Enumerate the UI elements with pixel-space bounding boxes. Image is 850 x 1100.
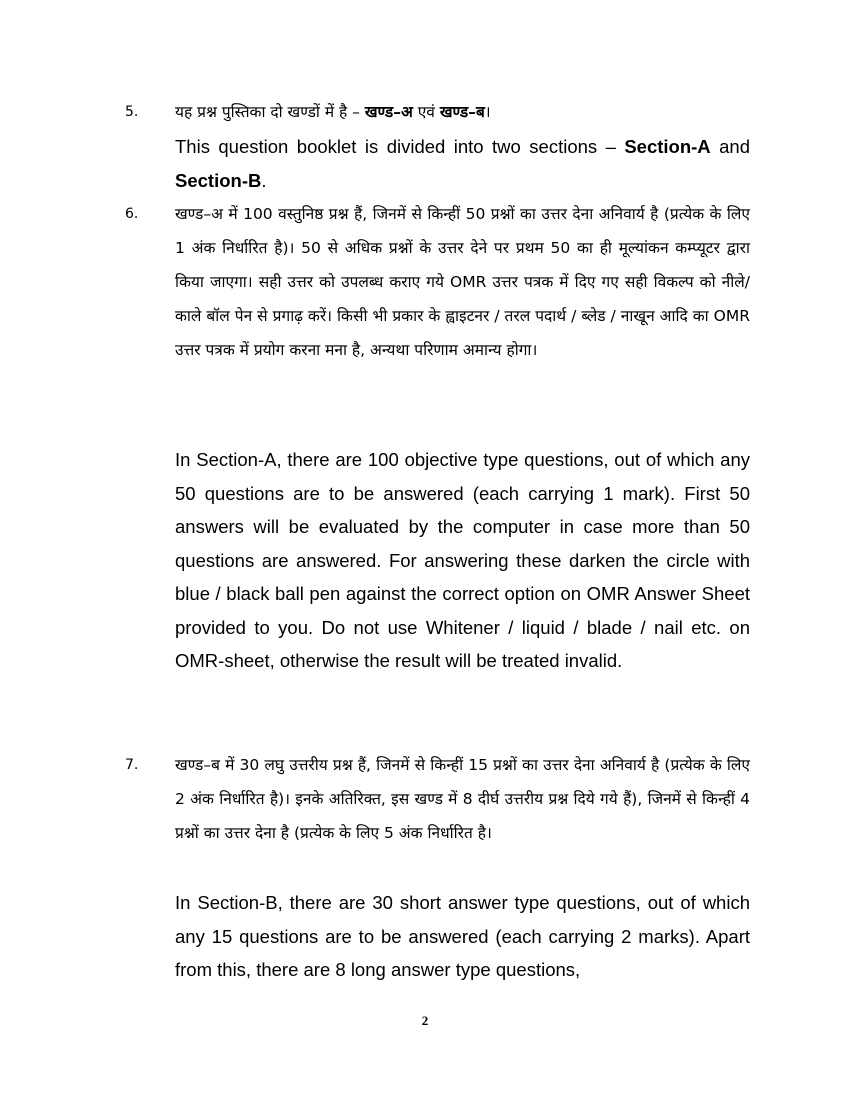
english-text: In Section-B, there are 30 short answer type questions, out of which any 15 questions are to be answered (each carrying 2 marks). Apart from this, there are 8 long answer type questions, [175, 892, 750, 980]
page-number: 2 [421, 1013, 429, 1028]
hindi-text [175, 95, 750, 129]
hindi-text-part: । [484, 103, 491, 121]
hindi-text: खण्ड–ब में 30 लघु उत्तरीय प्रश्न हैं, जिनमें से किन्हीं 15 प्रश्नों का उत्तर देना अनिवार्य है (प्रत्येक के लिए 2 अंक निर्धारित है)। इनके अतिरिक्त, इस खण्ड में 8 दीर्घ उत्तरीय प्रश्न दिये गये हैं), जिनमें से किन्हीं 4 प्रश्नों का उत्तर देना है (प्रत्येक के लिए 5 अंक निर्धारित है। [175, 756, 750, 842]
hindi-text-part: एवं [412, 103, 440, 121]
english-text [175, 130, 750, 197]
item-number: 7. [125, 757, 139, 773]
english-text-part: This question booklet is divided into two sections – [175, 136, 625, 157]
item-number: 5. [125, 104, 139, 120]
hindi-section-a-label: खण्ड–अ [364, 103, 413, 121]
hindi-section-b-label: खण्ड–ब [439, 103, 485, 121]
english-text-part: and [710, 136, 750, 157]
hindi-text-part: यह प्रश्न पुस्तिका दो खण्डों में है – [175, 103, 365, 121]
hindi-text: खण्ड–अ में 100 वस्तुनिष्ठ प्रश्न हैं, जिनमें से किन्हीं 50 प्रश्नों का उत्तर देना अनिवार्य है (प्रत्येक के लिए 1 अंक निर्धारित है)। 50 से अधिक प्रश्नों के उत्तर देने पर प्रथम 50 का ही मूल्यांकन कम्प्यूटर द्वारा किया जाएगा। सही उत्तर को उपलब्ध कराए गये OMR उत्तर पत्रक में दिए गए सही विकल्प को नीले/काले बॉल पेन से प्रगाढ़ करें। किसी भी प्रकार के ह्वाइटनर / तरल पदार्थ / ब्लेड / नाखून आदि का OMR उत्तर पत्रक में प्रयोग करना मना है, अन्यथा परिणाम अमान्य होगा। [175, 205, 750, 359]
english-text: In Section-A, there are 100 objective type questions, out of which any 50 questions are to be answered (each carrying 1 mark). First 50 answers will be evaluated by the computer in case more than 50 questions are answered. For answering these darken the circle with blue / black ball pen against the correct option on OMR Answer Sheet provided to you. Do not use Whitener / liquid / blade / nail etc. on OMR-sheet, otherwise the result will be treated invalid. [175, 449, 750, 671]
english-section-a-label: Section-A [624, 136, 711, 157]
item-number: 6. [125, 206, 139, 222]
english-section-b-label: Section-B [175, 169, 262, 191]
english-text-part: . [261, 169, 267, 191]
